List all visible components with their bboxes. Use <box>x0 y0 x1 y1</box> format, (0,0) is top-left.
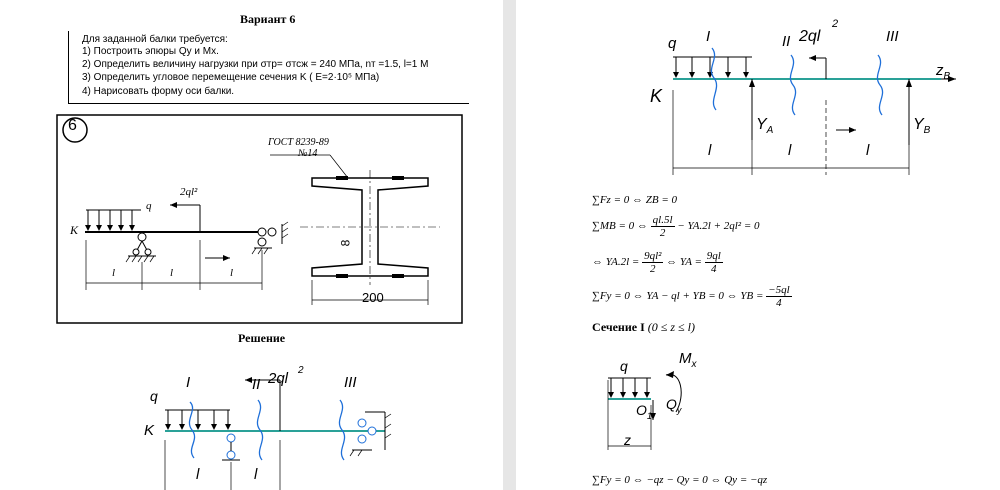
eq-part: ∑MB = 0 ⇔ <box>592 220 651 233</box>
length-label: l <box>196 466 200 483</box>
task-item: 3) Определить угловое перемещение сечения K ( E=2·10⁵ МПа) <box>82 72 380 83</box>
shear-q-sub: y <box>676 404 682 415</box>
load-q-label: q <box>620 358 628 374</box>
moment-superscript: 2 <box>832 18 839 30</box>
length-label: l <box>170 267 174 279</box>
axis-z-sub: B <box>943 71 951 82</box>
eq-part: − YA.2l + 2ql² = 0 <box>674 220 760 233</box>
eq-part: ⇔ YA = <box>663 256 705 269</box>
reaction-ya-text: Y <box>756 116 767 133</box>
task-item: 2) Определить величину нагрузки при σтр= σтсж = 240 МПа, nт =1.5, l=1 М <box>82 59 429 70</box>
gost-label: ГОСТ 8239-89 <box>268 137 329 148</box>
moment-label: 2ql² <box>180 186 198 198</box>
solution-title: Решение <box>238 331 286 345</box>
length-label: l <box>788 142 792 159</box>
moment-label: 2ql <box>799 28 821 45</box>
fraction-numerator: −5ql <box>768 284 790 296</box>
eq-part: ⇔ YA.2l = <box>592 256 643 269</box>
load-q-label: q <box>150 388 158 404</box>
section-I-label: I <box>186 374 191 391</box>
load-q-label: q <box>146 200 152 212</box>
z-label: z <box>624 432 631 448</box>
right-page <box>516 0 1000 490</box>
dimension-8: 8 <box>338 239 353 247</box>
reaction-yb-sub: B <box>923 125 931 137</box>
fraction-denominator: 2 <box>649 263 656 275</box>
fraction-numerator: 9ql² <box>644 250 662 262</box>
section-II-label: II <box>252 376 261 393</box>
section-title: Сечение I <box>592 320 645 334</box>
fraction-denominator: 4 <box>776 297 782 309</box>
load-q-label: q <box>668 35 677 52</box>
fraction-numerator: 9ql <box>706 250 721 262</box>
equation-qy: ∑Fy = 0 ⇔ −qz − Qy = 0 ⇔ Qy = −qz <box>592 474 768 486</box>
length-label: l <box>254 466 258 483</box>
task-header: Для заданной балки требуется: <box>82 34 228 45</box>
dimension-200: 200 <box>362 290 384 305</box>
point-k-label: K <box>70 223 79 237</box>
axis-z-text: z <box>936 62 944 79</box>
length-label: l <box>866 142 870 159</box>
shear-qy-label <box>666 396 681 415</box>
section-III-label: III <box>344 374 357 391</box>
moment-mx-sub: x <box>691 359 697 370</box>
length-label: l <box>112 267 116 279</box>
task-item: 4) Нарисовать форму оси балки. <box>82 86 235 97</box>
moment-mx-text: M <box>679 350 692 367</box>
task-item: 1) Построить эпюры Qy и Mx. <box>82 46 219 57</box>
point-o-text: O <box>636 402 647 418</box>
equation-sum-fz: ∑Fz = 0 ⇔ ZB = 0 <box>592 194 678 206</box>
length-label: l <box>230 267 234 279</box>
point-k-label: K <box>650 86 663 106</box>
reaction-yb-text: Y <box>913 116 924 133</box>
variant-number: 6 <box>68 117 77 134</box>
profile-number: №14 <box>298 148 318 159</box>
point-o-sub: 1 <box>646 410 652 421</box>
section-figure <box>516 0 1000 490</box>
section-I-label: I <box>706 28 711 45</box>
variant-title: Вариант 6 <box>240 12 296 26</box>
length-label: l <box>708 142 712 159</box>
fraction-denominator: 4 <box>711 263 717 275</box>
reaction-ya-sub: A <box>766 125 774 137</box>
moment-superscript: 2 <box>298 365 304 376</box>
fraction-denominator: 2 <box>659 227 666 239</box>
shear-q-text: Q <box>666 396 677 412</box>
moment-label: 2ql <box>268 370 289 387</box>
point-k-label: K <box>144 422 155 439</box>
point-o1-label <box>636 402 652 421</box>
section-range: (0 ≤ z ≤ l) <box>647 320 695 334</box>
eq-part: ∑Fy = 0 ⇔ YA − ql + YB = 0 ⇔ YB = <box>592 290 767 303</box>
section-III-label: III <box>886 28 899 45</box>
fraction-numerator: ql.5l <box>652 214 673 226</box>
section-II-label: II <box>782 33 791 50</box>
moment-mx-label <box>679 350 697 370</box>
